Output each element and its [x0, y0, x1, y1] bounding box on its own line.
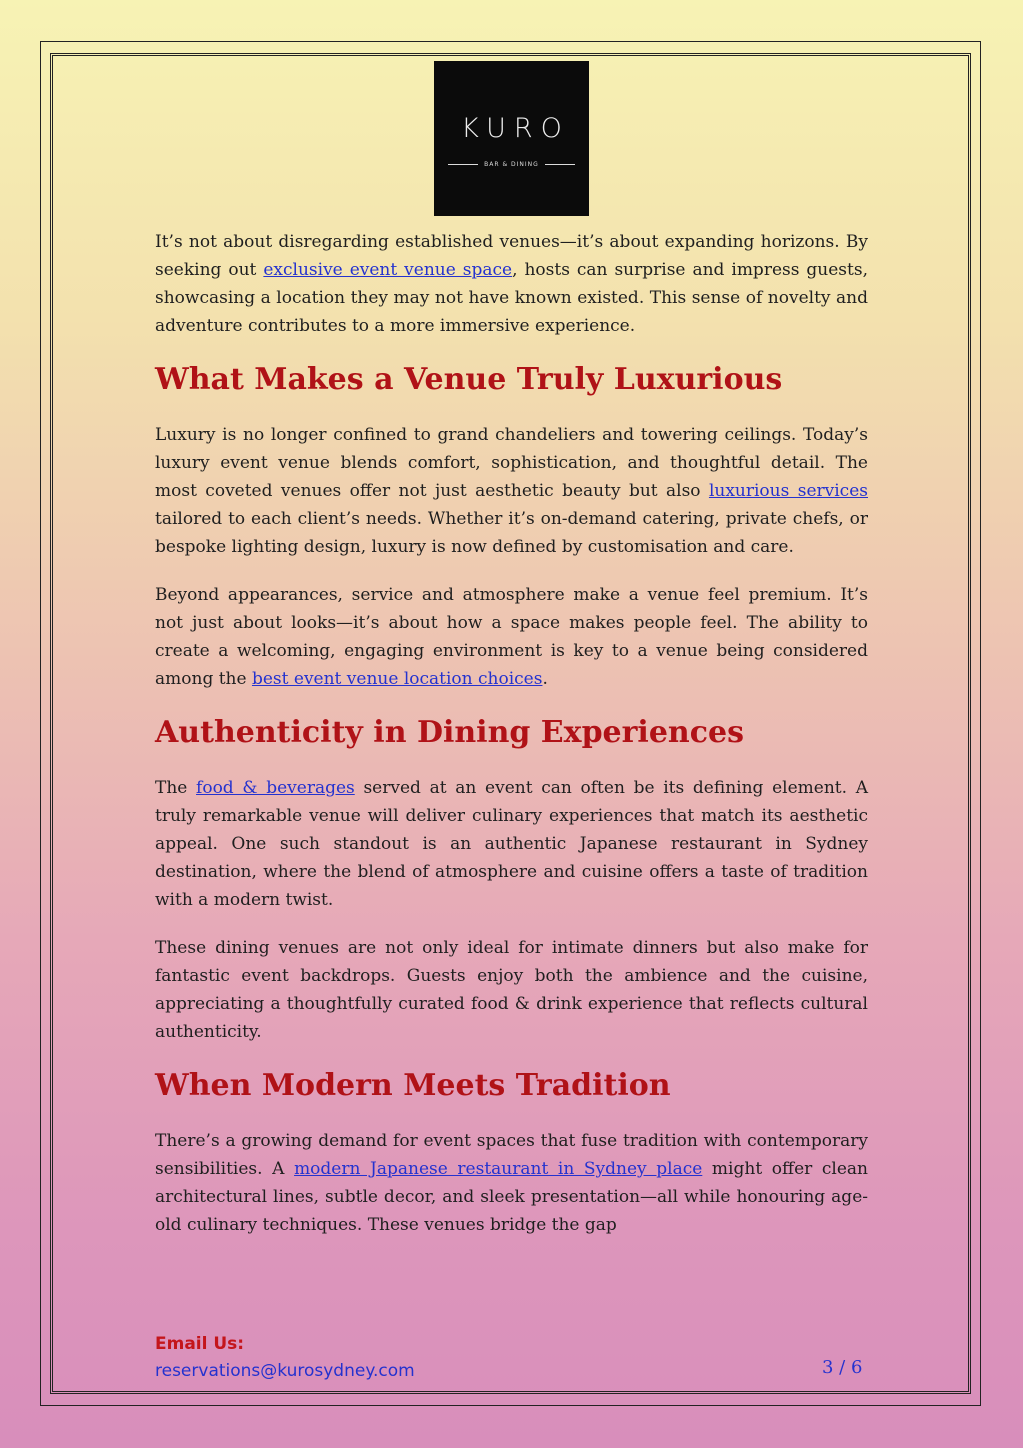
page-number: 3 / 6 [822, 1357, 863, 1378]
luxury-paragraph-2 [155, 581, 868, 693]
tradition-text-2: might offer clean architectural lines, subtle decor, and sleek presentation—all while honouring age-old culinary techniques. These venues bridge the gap [155, 1159, 868, 1235]
logo-subtitle: BAR & DINING [484, 161, 539, 168]
section-heading-luxurious: What Makes a Venue Truly Luxurious [155, 362, 783, 397]
luxury-text-2: tailored to each client’s needs. Whether it’s on-demand catering, private chefs, or bespoke lighting design, luxury is now defined by customisation and care. [155, 509, 868, 557]
dining-paragraph-1 [155, 774, 868, 914]
section-heading-modern-tradition: When Modern Meets Tradition [155, 1068, 671, 1103]
dining-paragraph-2: These dining venues are not only ideal for intimate dinners but also make for fantastic event backdrops. Guests enjoy both the ambience and the cuisine, appreciating a thoughtfully curated food & drink experience that reflects cultural authenticity. [155, 938, 868, 1042]
intro-text-1: It’s not about disregarding established venues—it’s about expanding horizons. By seeking out [155, 232, 868, 280]
luxury-text-4: . [542, 669, 548, 689]
best-event-venue-link[interactable]: best event venue location choices [251, 669, 543, 689]
section-heading-authenticity: Authenticity in Dining Experiences [155, 715, 744, 750]
luxury-text-1: Luxury is no longer confined to grand chandeliers and towering ceilings. Today’s luxury event venue blends comfort, sophistication, and thoughtful detail. The most coveted venues offer not just aesthetic beauty but also [155, 425, 868, 501]
tradition-paragraph-1 [155, 1127, 868, 1239]
food-beverages-link[interactable]: food & beverages [196, 778, 355, 798]
article-body [155, 228, 868, 1239]
logo-subtitle-row [434, 161, 589, 168]
logo-rule-right [545, 164, 575, 165]
kuro-logo [434, 61, 589, 216]
luxurious-services-link[interactable]: luxurious services [708, 481, 868, 501]
email-address[interactable]: reservations@kurosydney.com [155, 1361, 415, 1381]
dining-text-1: The [155, 778, 197, 798]
exclusive-event-venue-link[interactable]: exclusive event venue space [263, 260, 513, 280]
intro-paragraph [155, 228, 868, 340]
email-label: Email Us: [155, 1334, 245, 1354]
modern-japanese-restaurant-link[interactable]: modern Japanese restaurant in Sydney place [294, 1159, 703, 1179]
intro-text-2: , hosts can surprise and impress guests, showcasing a location they may not have known existed. This sense of novelty and adventure contributes to a more immersive experience. [155, 260, 868, 336]
tradition-text-1: There’s a growing demand for event spaces that fuse tradition with contemporary sensibilities. A [155, 1131, 868, 1179]
dining-text-2: served at an event can often be its defining element. A truly remarkable venue will deliver culinary experiences that match its aesthetic appeal. One such standout is an authentic Japanese restaurant in Sydney destination, where the blend of atmosphere and cuisine offers a taste of tradition with a modern twist. [155, 778, 868, 910]
logo-rule-left [448, 164, 478, 165]
luxury-text-3: Beyond appearances, service and atmosphere make a venue feel premium. It’s not just about looks—it’s about how a space makes people feel. The ability to create a welcoming, engaging environment is key to a venue being considered among the [155, 585, 868, 689]
luxury-paragraph-1 [155, 421, 868, 561]
logo-wordmark: KURO [461, 113, 570, 144]
